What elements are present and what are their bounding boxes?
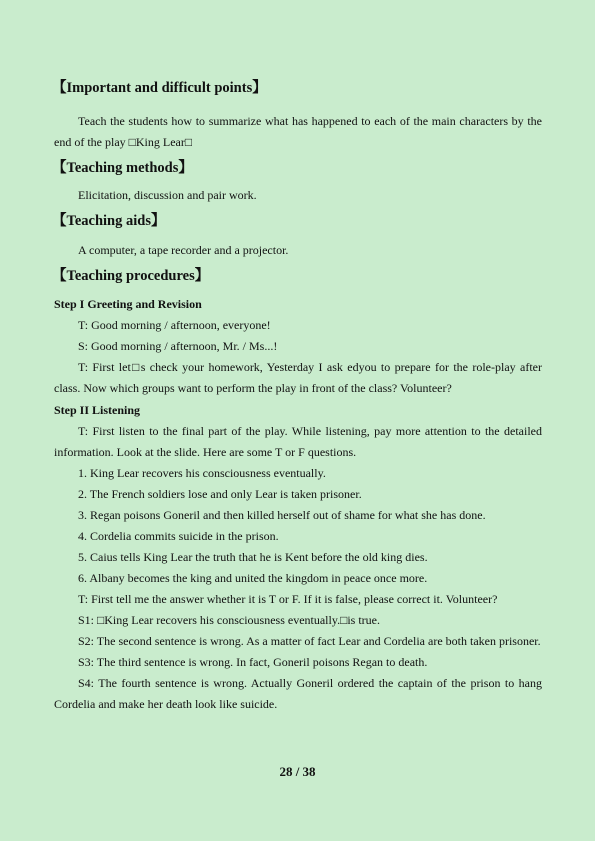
- step-heading-listening: Step II Listening: [54, 403, 141, 417]
- section-text-important-points: Teach the students how to summarize what has happened to each of the main characters by the end of the play □King Lear□: [54, 114, 542, 149]
- step1-line: T: First let□s check your homework, Yesterday I ask edyou to prepare for the role-play after class. Now which groups want to perform the play in front of the class? Volunteer?: [54, 360, 542, 395]
- step2-question: 6. Albany becomes the king and united the kingdom in peace once more.: [78, 571, 428, 585]
- section-heading-teaching-methods: 【Teaching methods】: [52, 160, 193, 176]
- step2-line: T: First listen to the final part of the play. While listening, pay more attention to the detailed information. Look at the slide. Here are some T or F questions.: [54, 424, 542, 459]
- step2-answer: S2: The second sentence is wrong. As a matter of fact Lear and Cordelia are both taken prisoner.: [78, 634, 541, 648]
- step2-question: 2. The French soldiers lose and only Lear is taken prisoner.: [78, 487, 362, 501]
- section-heading-teaching-procedures: 【Teaching procedures】: [52, 268, 210, 284]
- section-heading-important-points: 【Important and difficult points】: [52, 80, 267, 96]
- section-heading-teaching-aids: 【Teaching aids】: [52, 213, 166, 229]
- document-body: [54, 79, 542, 715]
- step2-question: 4. Cordelia commits suicide in the prison.: [78, 529, 279, 543]
- step2-answer: S1: □King Lear recovers his consciousness eventually.□is true.: [78, 613, 380, 627]
- step2-line: T: First tell me the answer whether it is T or F. If it is false, please correct it. Volunteer?: [78, 592, 498, 606]
- step-heading-greeting: Step I Greeting and Revision: [54, 297, 202, 311]
- step2-answer: S4: The fourth sentence is wrong. Actually Goneril ordered the captain of the prison to hang Cordelia and make her death look like suicide.: [54, 676, 542, 711]
- step1-line: S: Good morning / afternoon, Mr. / Ms...!: [78, 339, 278, 353]
- section-text-teaching-methods: Elicitation, discussion and pair work.: [78, 188, 257, 202]
- section-text-teaching-aids: A computer, a tape recorder and a projector.: [78, 243, 289, 257]
- step2-question: 1. King Lear recovers his consciousness eventually.: [78, 466, 326, 480]
- step2-question: 3. Regan poisons Goneril and then killed herself out of shame for what she has done.: [78, 508, 486, 522]
- step1-line: T: Good morning / afternoon, everyone!: [78, 318, 271, 332]
- step2-question: 5. Caius tells King Lear the truth that he is Kent before the old king dies.: [78, 550, 428, 564]
- page-number: 28 / 38: [279, 764, 316, 779]
- step2-answer: S3: The third sentence is wrong. In fact, Goneril poisons Regan to death.: [78, 655, 428, 669]
